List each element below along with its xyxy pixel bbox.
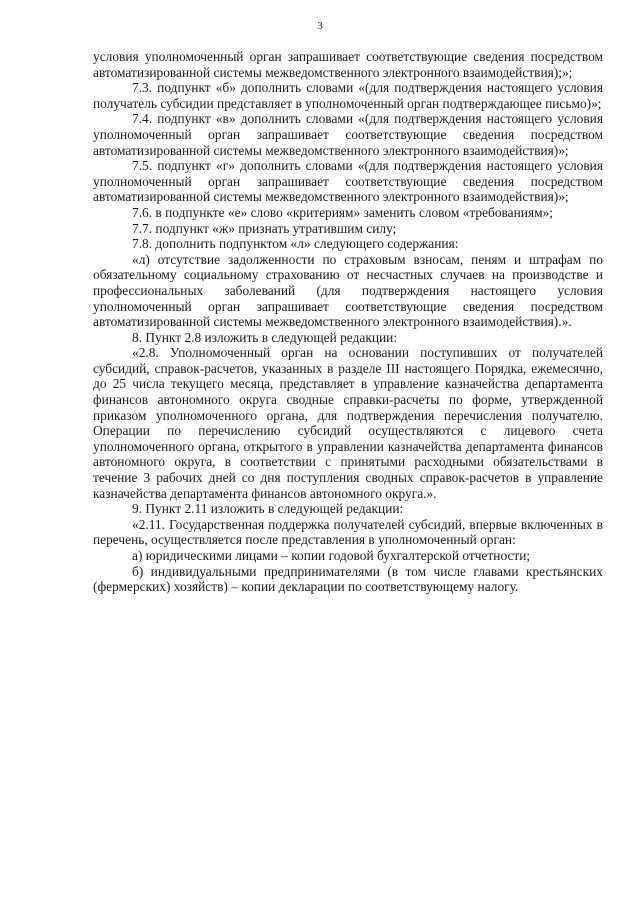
paragraph-subitem-l: «л) отсутствие задолженности по страховым взносам, пеням и штрафам по обязательному социальному страхованию от несчастных случаев на производстве и профессиональных заболеваний (для подтверждения настоящего условия уполномоченный орган запрашивает соответствующие сведения посредством автоматизированной системы межведомственного электронного взаимодействия).». (93, 251, 603, 330)
paragraph-item-b: б) индивидуальными предпринимателями (в том числе главами крестьянских (фермерских) хозяйств) – копии декларации по соответствующему налогу. (93, 563, 603, 595)
paragraph-7-4: 7.4. подпункт «в» дополнить словами «(для подтверждения настоящего условия уполномоченный орган запрашивает соответствующие сведения посредством автоматизированной системы межведомственного электронного взаимодействия)»; (93, 111, 603, 158)
paragraph-7-7: 7.7. подпункт «ж» признать утратившим силу; (132, 220, 397, 236)
paragraph-item-a: а) юридическими лицами – копии годовой бухгалтерской отчетности; (132, 548, 531, 563)
page-number: 3 (317, 20, 323, 32)
paragraph-7-5: 7.5. подпункт «г» дополнить словами «(для подтверждения настоящего условия уполномоченный орган запрашивает соответствующие сведения посредством автоматизированной системы межведомственного электронного взаимодействия)»; (93, 158, 603, 205)
paragraph-7-8: 7.8. дополнить подпунктом «л» следующего содержания: (132, 236, 459, 252)
paragraph-1: условия уполномоченный орган запрашивает соответствующие сведения посредством автоматизированной системы межведомственного электронного взаимодействия);»; (93, 49, 603, 80)
paragraph-8: 8. Пункт 2.8 изложить в следующей редакции: (132, 329, 398, 345)
paragraph-7-6: 7.6. в подпункте «е» слово «критериям» заменить словом «требованиям»; (132, 204, 553, 220)
paragraph-9: 9. Пункт 2.11 изложить в следующей редакции: (132, 501, 404, 517)
paragraph-7-3: 7.3. подпункт «б» дополнить словами «(для подтверждения настоящего условия получатель субсидии представляет в уполномоченный орган подтверждающее письмо)»; (93, 80, 603, 111)
document-body (93, 49, 603, 595)
paragraph-2-11: «2.11. Государственная поддержка получателей субсидий, впервые включенных в перечень, осуществляется после представления в уполномоченный орган: (93, 516, 603, 548)
paragraph-2-8: «2.8. Уполномоченный орган на основании поступивших от получателей субсидий, справок-расчетов, указанных в разделе III настоящего Порядка, ежемесячно, до 25 числа текущего месяца, представляет в управление казначейства департамента финансов автономного округа сводные справки-расчеты по форме, утвержденной приказом уполномоченного органа, для подтверждения перечисления получателю. Операции по перечислению субсидий осуществляются с лицевого счета уполномоченного органа, открытого в управлении казначейства департамента финансов автономного округа, в соответствии с принятыми расходными обязательствами в течение 3 рабочих дней со дня поступления сводных справок-расчетов в управление казначейства департамента финансов автономного округа.». (93, 345, 603, 501)
